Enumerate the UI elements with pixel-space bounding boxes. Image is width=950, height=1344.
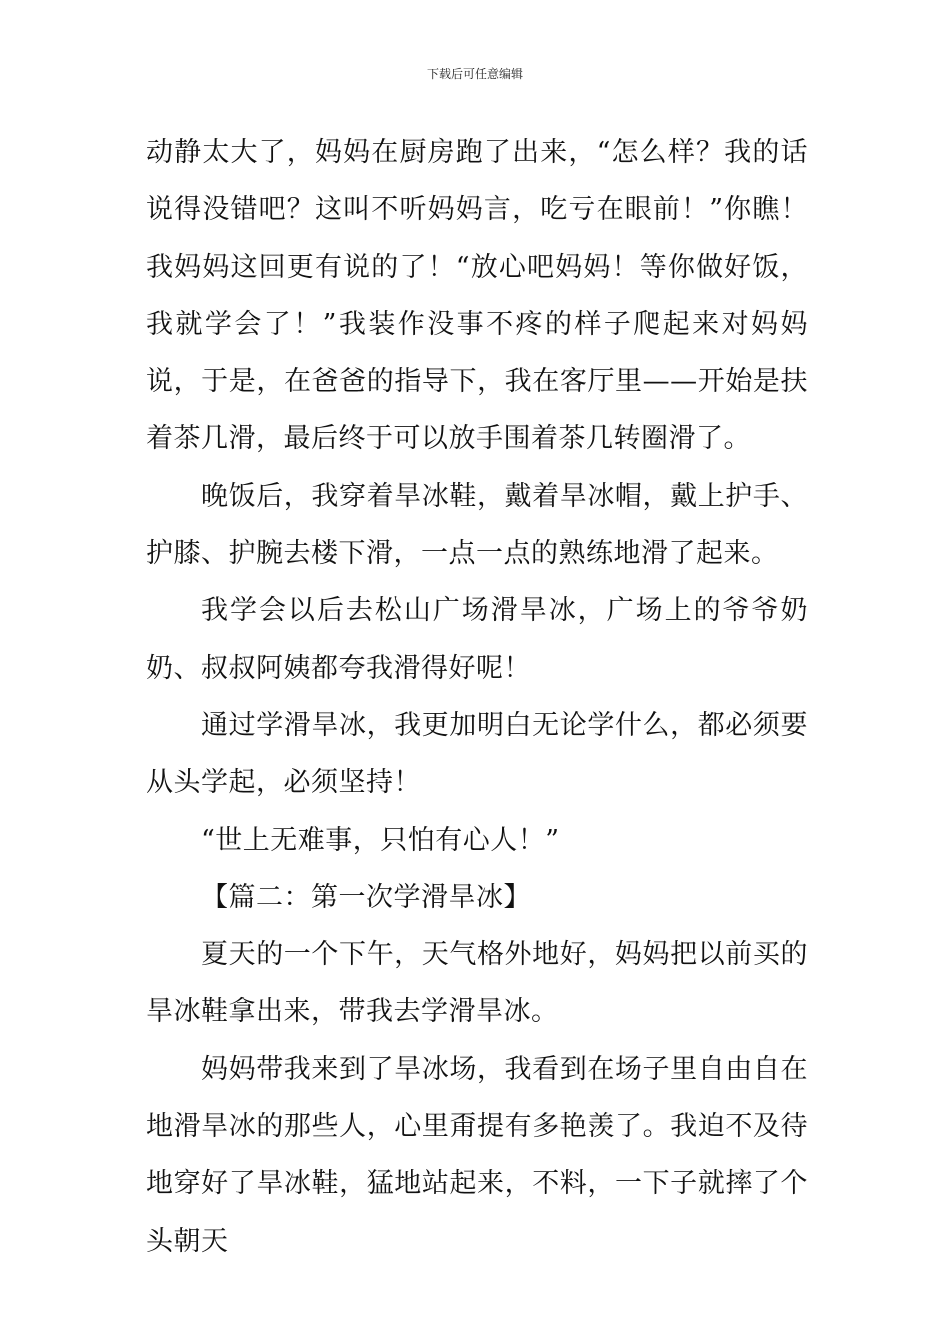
paragraph-4: 通过学滑旱冰，我更加明白无论学什么，都必须要从头学起，必须坚持！ bbox=[146, 709, 808, 799]
paragraph-2: 晚饭后，我穿着旱冰鞋，戴着旱冰帽，戴上护手、护膝、护腕去楼下滑，一点一点的熟练地滑了起来。 bbox=[146, 480, 808, 570]
page-header: 下载后可任意编辑 bbox=[426, 67, 523, 81]
document-body bbox=[146, 124, 808, 1270]
paragraph-7: 夏天的一个下午，天气格外地好，妈妈把以前买的旱冰鞋拿出来，带我去学滑旱冰。 bbox=[146, 939, 808, 1028]
section-heading: 【篇二：第一次学滑旱冰】 bbox=[201, 881, 531, 913]
quote-line: “世上无难事，只怕有心人！” bbox=[201, 824, 560, 856]
paragraph-3: 我学会以后去松山广场滑旱冰，广场上的爷爷奶奶、叔叔阿姨都夸我滑得好呢！ bbox=[146, 595, 808, 684]
paragraph-1: 动静太大了，妈妈在厨房跑了出来，“怎么样？我的话说得没错吧？这叫不听妈妈言，吃亏在眼前！”你瞧！我妈妈这回更有说的了！“放心吧妈妈！等你做好饭，我就学会了！”我装作没事不疼的样子爬起来对妈妈说，于是，在爸爸的指导下，我在客厅里——开始是扶着茶几滑，最后终于可以放手围着茶几转圈滑了。 bbox=[146, 137, 808, 455]
paragraph-8: 妈妈带我来到了旱冰场，我看到在场子里自由自在地滑旱冰的那些人，心里甭提有多艳羡了。我迫不及待地穿好了旱冰鞋，猛地站起来，不料，一下子就摔了个头朝天 bbox=[146, 1053, 808, 1257]
